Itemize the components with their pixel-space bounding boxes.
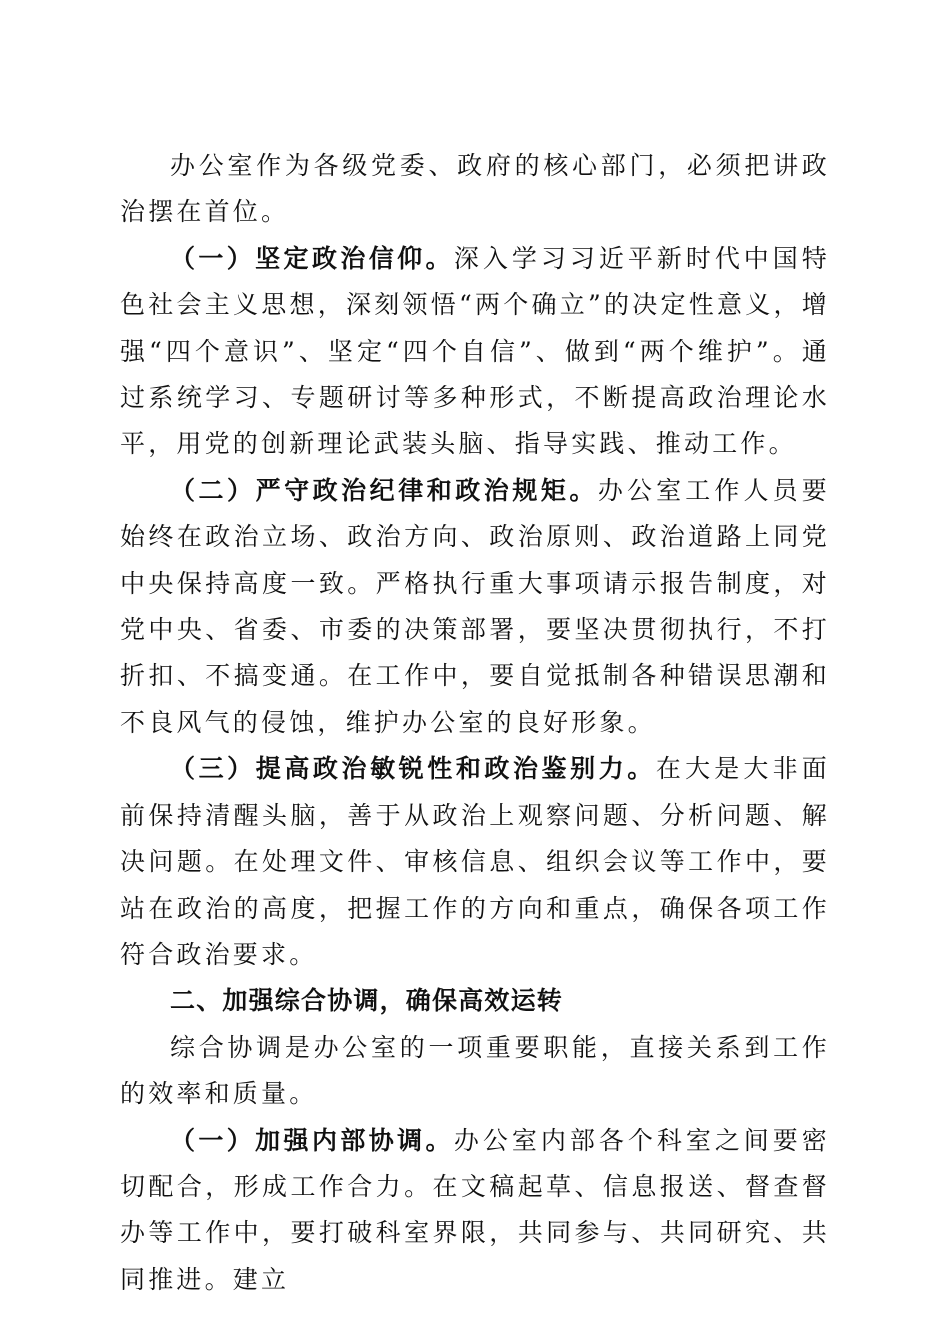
intro-paragraph [120, 143, 830, 236]
paragraph-text: 在大是大非面前保持清醒头脑，善于从政治上观察问题、分析问题、解决问题。在处理文件、审核信息、组织会议等工作中，要站在政治的高度，把握工作的方向和重点，确保各项工作符合政治要求。 [120, 754, 830, 969]
paragraph-lead: （一）加强内部协调。 [170, 1125, 454, 1155]
paragraph-political-belief [120, 236, 830, 468]
paragraph-political-sensitivity [120, 746, 830, 978]
paragraph-text: 综合协调是办公室的一项重要职能，直接关系到工作的效率和质量。 [120, 1032, 830, 1109]
paragraph-lead: （二）严守政治纪律和政治规矩。 [170, 475, 598, 505]
paragraph-text: 深入学习习近平新时代中国特色社会主义思想，深刻领悟“两个确立”的决定性意义，增强“四个意识”、坚定“四个自信”、做到“两个维护”。通过系统学习、专题研讨等多种形式，不断提高政治理论水平，用党的创新理论武装头脑、指导实践、推动工作。 [120, 243, 830, 459]
paragraph-lead: （三）提高政治敏锐性和政治鉴别力。 [170, 754, 656, 784]
paragraph-text: 办公室作为各级党委、政府的核心部门，必须把讲政治摆在首位。 [120, 151, 830, 227]
paragraph-text: 办公室内部各个科室之间要密切配合，形成工作合力。在文稿起草、信息报送、督查督办等工作中，要打破科室界限，共同参与、共同研究、共同推进。建立 [120, 1125, 830, 1294]
section-heading: 二、加强综合协调，确保高效运转 [170, 986, 564, 1016]
paragraph-political-discipline [120, 468, 830, 746]
section-intro-paragraph [120, 1025, 830, 1118]
document-body [120, 143, 830, 1303]
paragraph-lead: （一）坚定政治信仰。 [170, 243, 454, 273]
paragraph-text: 办公室工作人员要始终在政治立场、政治方向、政治原则、政治道路上同党中央保持高度一致。严格执行重大事项请示报告制度，对党中央、省委、市委的决策部署，要坚决贯彻执行，不打折扣、不搞变通。在工作中，要自觉抵制各种错误思潮和不良风气的侵蚀，维护办公室的良好形象。 [120, 475, 830, 737]
paragraph-internal-coordination [120, 1118, 830, 1304]
